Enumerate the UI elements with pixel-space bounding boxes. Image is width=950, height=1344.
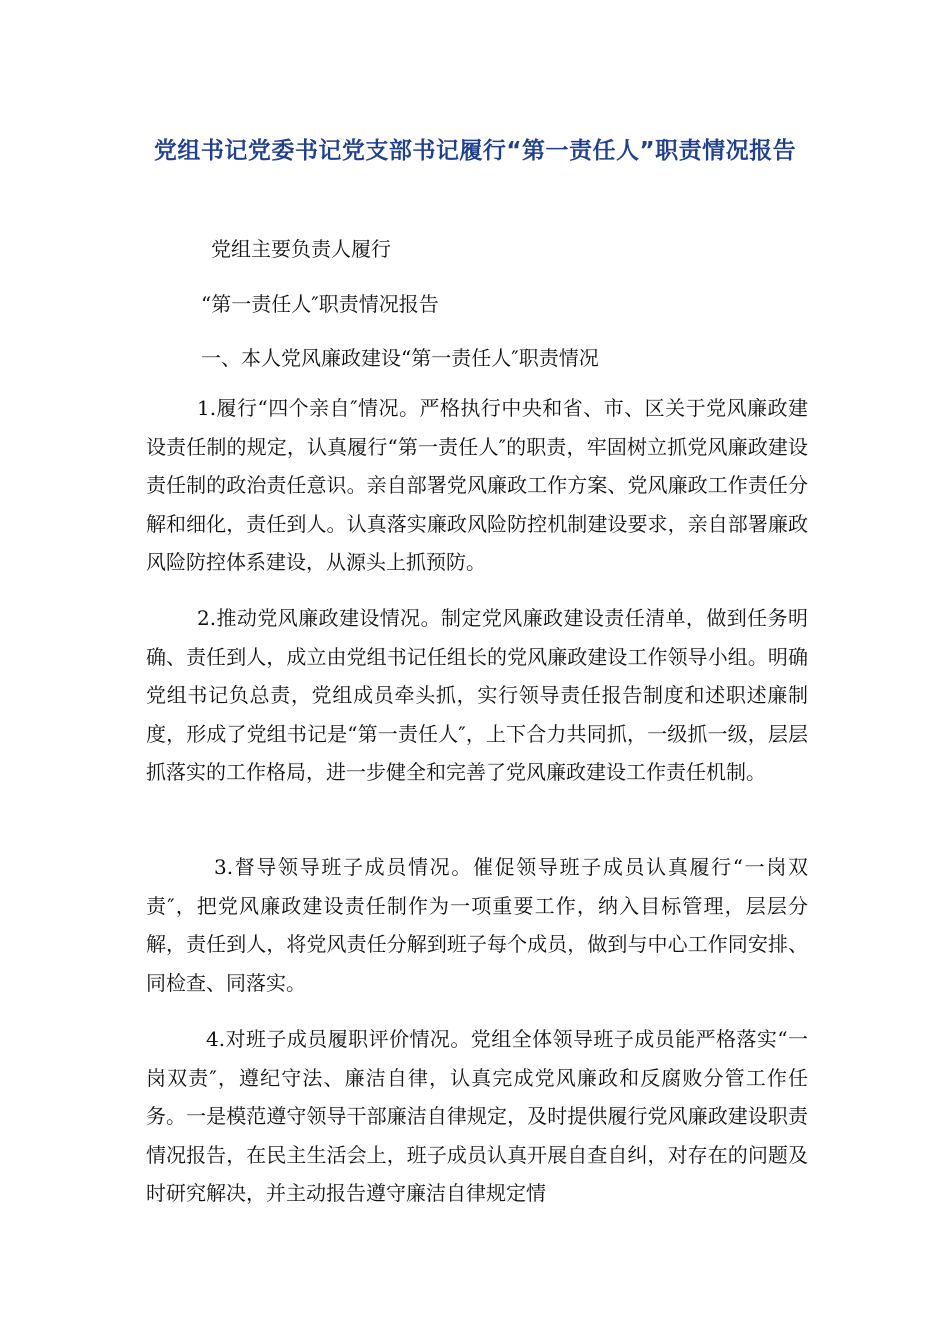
document-title: 党组书记党委书记党支部书记履行“第一责任人”职责情况报告	[153, 138, 797, 164]
section-heading: 一、本人党风廉政建设“第一责任人″职责情况	[201, 346, 599, 370]
paragraph-3: 3.督导领导班子成员情况。催促领导班子成员认真履行“一岗双责″，把党风廉政建设责任制作为一项重要工作，纳入目标管理，层层分解，责任到人，将党风责任分解到班子每个成员，做到与中心工作同安排、同检查、同落实。	[146, 855, 808, 995]
paragraph-1: 1.履行“四个亲自″情况。严格执行中央和省、市、区关于党风廉政建设责任制的规定，认真履行“第一责任人″的职责，牢固树立抓党风廉政建设责任制的政治责任意识。亲自部署党风廉政工作方案、党风廉政工作责任分解和细化，责任到人。认真落实廉政风险防控机制建设要求，亲自部署廉政风险防控体系建设，从源头上抓预防。	[146, 396, 808, 574]
paragraph-2: 2.推动党风廉政建设情况。制定党风廉政建设责任清单，做到任务明确、责任到人，成立由党组书记任组长的党风廉政建设工作领导小组。明确党组书记负总责，党组成员牵头抓，实行领导责任报告制度和述职述廉制度，形成了党组书记是“第一责任人″，上下合力共同抓，一级抓一级，层层抓落实的工作格局，进一步健全和完善了党风廉政建设工作责任机制。	[146, 606, 808, 784]
subtitle-line-1: 党组主要负责人履行	[211, 237, 391, 261]
subtitle-line-2: “第一责任人″职责情况报告	[201, 292, 439, 316]
paragraph-4: 4.对班子成员履职评价情况。党组全体领导班子成员能严格落实“一岗双责″，遵纪守法、廉洁自律，认真完成党风廉政和反腐败分管工作任务。一是模范遵守领导干部廉洁自律规定，及时提供履行党风廉政建设职责情况报告，在民主生活会上，班子成员认真开展自查自纠，对存在的问题及时研究解决，并主动报告遵守廉洁自律规定情	[146, 1027, 808, 1205]
